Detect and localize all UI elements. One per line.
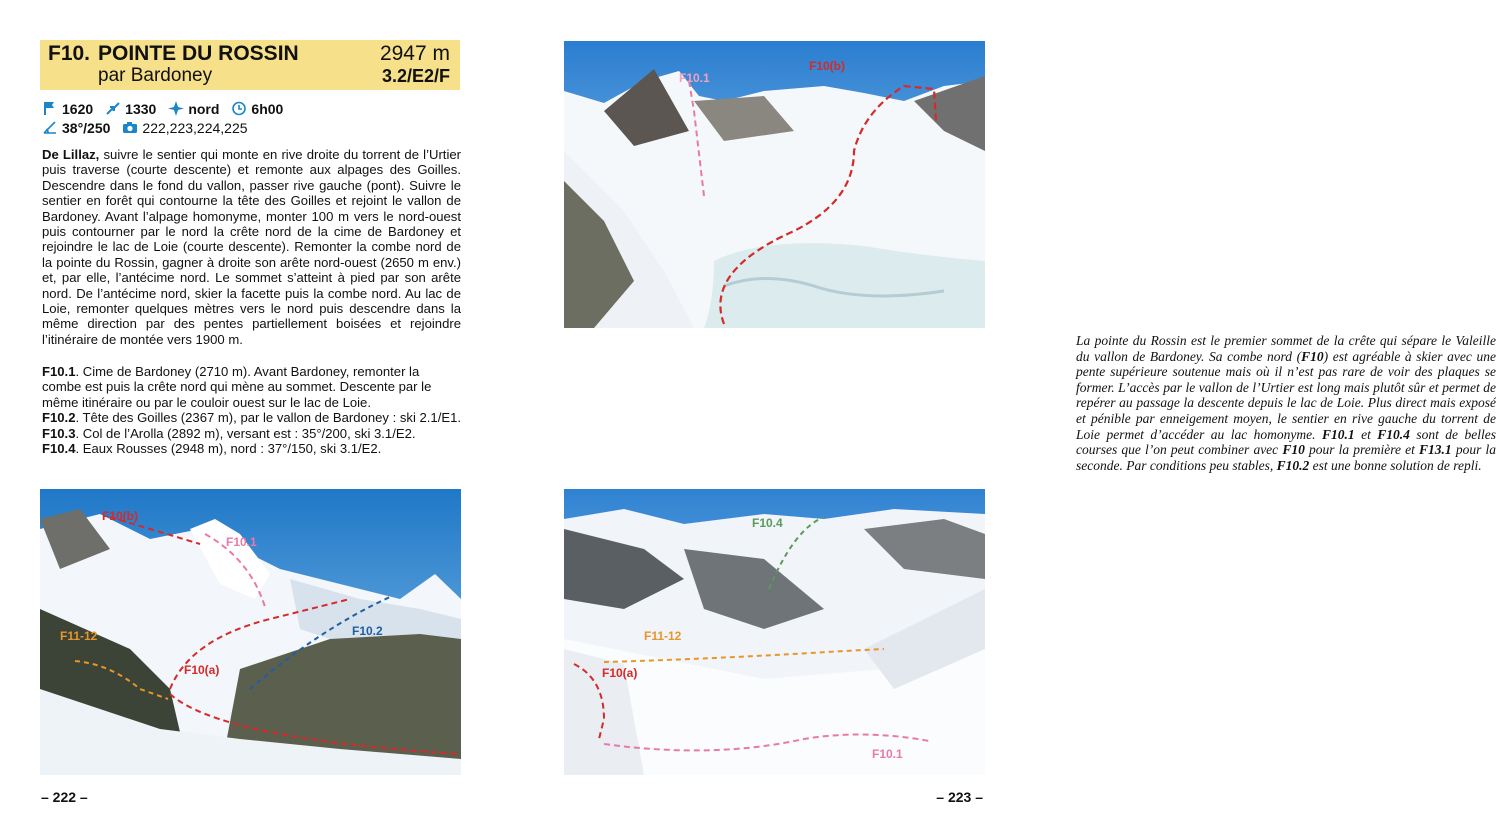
route-photo-right-bottom bbox=[564, 489, 985, 775]
route-photo-left bbox=[40, 489, 461, 775]
route-facts bbox=[42, 99, 462, 137]
photo-label-f102: F10.2 bbox=[352, 624, 383, 638]
description-text: suivre le sentier qui monte en rive droite du torrent de l’Urtier puis traverse (courte descente) et remonte aux alpages des Goilles. Descendre dans le fond du vallon, passer rive gauche (pont). Suivre le sentier en forêt qui contourne la tête des Goilles et rejoint le vallon de Bardoney. Avant l’alpage homonyme, monter 100 m vers le nord-ouest puis contourner par le nord la crête nord de la cime de Bardoney et rejoindre le lac de Loie (courte descente). Remonter la combe nord de la pointe du Rossin, gagner à droite son arête nord-ouest (2650 m env.) et, par elle, l’antécime nord. Le sommet s’atteint à pied par son arête nord. De l’antécime nord, skier la facette puis la combe nord. Au lac de Loie, remonter quelques mètres vers le nord puis descendre dans la même direction par des pentes partiellement boisées et rejoindre l’itinéraire de montée vers 1900 m. bbox=[42, 147, 462, 347]
caption-segment: sont de belles courses que l’on peut combiner avec bbox=[1076, 426, 1496, 458]
mountain-photo-bottom bbox=[564, 489, 985, 775]
photo-label-f10b: F10(b) bbox=[102, 509, 138, 523]
variant-item: F10.4. Eaux Rousses (2948 m), nord : 37°/150, ski 3.1/E2. bbox=[42, 441, 382, 457]
photo-label-f1112: F11-12 bbox=[60, 629, 98, 643]
photo-label-f101: F10.1 bbox=[679, 71, 710, 85]
variant-item: F10.1. Cime de Bardoney (2710 m). Avant Bardoney, remonter la combe est puis la crête nord qui mène au sommet. Descente par le même itinéraire ou par le couloir ouest sur le lac de Loie. bbox=[42, 364, 432, 410]
photo-label-f101: F10.1 bbox=[226, 535, 257, 549]
description-lead: De Lillaz, bbox=[42, 147, 100, 162]
orientation: nord bbox=[188, 100, 220, 117]
caption-segment: F10.4 bbox=[1377, 426, 1410, 442]
elevation-gain: 1330 bbox=[125, 100, 157, 117]
photo-references: 222,223,224,225 bbox=[142, 119, 248, 136]
caption-segment: pour la seconde. Par conditions peu stables, bbox=[1076, 442, 1496, 473]
route-photo-right-top bbox=[564, 41, 985, 328]
left-page bbox=[0, 0, 512, 819]
slope-steepness: 38°/250 bbox=[62, 119, 111, 136]
start-flag-icon bbox=[42, 101, 58, 116]
route-description bbox=[42, 147, 461, 347]
route-subtitle: par Bardoney bbox=[98, 65, 213, 86]
caption-segment: ) est agréable à skier avec une pente supérieure soutenue mais où il n’est pas rare de voir des plaques se former. L’accès par le vallon de l’Urtier est long mais plutôt sûr et permet de repérer au passage la descente depuis le lac de Loie. Plus direct mais exposé et pénible par enneigement moyen, le sentier en rive gauche du torrent de Loie permet d’accéder au lac homonyme. bbox=[1076, 348, 1496, 442]
photo-label-f10b: F10(b) bbox=[809, 59, 845, 73]
route-altitude: 2947 m bbox=[379, 42, 450, 65]
photo-label-f1112: F11-12 bbox=[644, 629, 682, 643]
caption-segment: est une bonne solution de repli. bbox=[1309, 457, 1482, 473]
variant-item: F10.3. Col de l’Arolla (2892 m), versant est : 35°/200, ski 3.1/E2. bbox=[42, 425, 416, 441]
slope-angle-icon bbox=[42, 120, 58, 135]
route-title-box bbox=[40, 40, 460, 90]
page-number-left: – 222 – bbox=[41, 789, 88, 805]
elevation-arrows-icon bbox=[105, 101, 121, 116]
photo-label-f104: F10.4 bbox=[752, 516, 783, 530]
orientation-star-icon bbox=[168, 101, 184, 116]
mountain-photo-top bbox=[564, 41, 985, 328]
caption-segment: F10.2 bbox=[1276, 457, 1310, 473]
photo-label-f10a: F10(a) bbox=[602, 666, 638, 680]
clock-icon bbox=[231, 101, 247, 116]
variant-item: F10.2. Tête des Goilles (2367 m), par le vallon de Bardoney : ski 2.1/E1. bbox=[42, 410, 461, 426]
caption-segment: La pointe du Rossin est le premier sommet de la crête qui sépare le Valeille du vallon de Bardoney. Sa combe nord ( bbox=[1076, 333, 1496, 364]
caption-segment: F10 bbox=[1282, 442, 1305, 458]
photo-label-f10a: F10(a) bbox=[184, 663, 220, 677]
route-name: POINTE DU ROSSIN bbox=[98, 42, 299, 65]
route-grade: 3.2/E2/F bbox=[381, 66, 450, 86]
photo-label-f101: F10.1 bbox=[872, 747, 903, 761]
variants-list bbox=[42, 364, 461, 456]
caption-segment: et bbox=[1354, 426, 1378, 442]
mountain-photo-left bbox=[40, 489, 461, 775]
caption-segment: pour la première et bbox=[1304, 442, 1420, 458]
right-page bbox=[512, 0, 1496, 819]
duration: 6h00 bbox=[251, 100, 284, 117]
caption-segment: F10.1 bbox=[1321, 426, 1355, 442]
start-altitude: 1620 bbox=[62, 100, 94, 117]
caption-segment: F13.1 bbox=[1419, 442, 1452, 458]
camera-icon bbox=[122, 120, 138, 135]
page-number-right: – 223 – bbox=[936, 789, 983, 805]
route-code: F10. bbox=[48, 42, 91, 65]
photo-caption bbox=[1076, 333, 1496, 473]
caption-segment: F10 bbox=[1301, 348, 1324, 364]
